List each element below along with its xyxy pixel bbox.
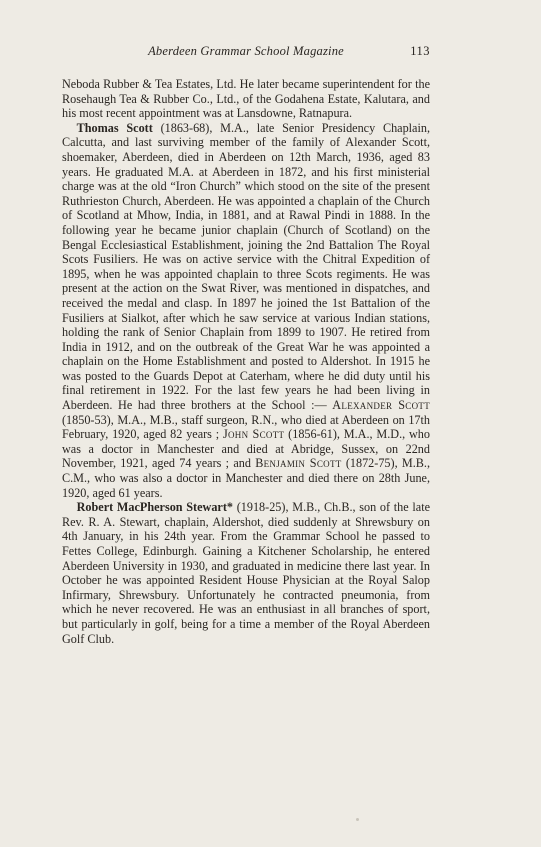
obituary-text: (1850-53), M.A., M.B., staff surgeon, R.N., who died at Aberdeen on 17th February, 1920, aged 82 years ;: [62, 412, 430, 442]
obituary-text: (1872-75), M.B., C.M., who was also a doctor in Manchester and died there on 28th June, 1920, aged 61 years.: [62, 456, 430, 500]
running-title: Aberdeen Grammar School Magazine: [148, 44, 344, 58]
brother-name: John Scott: [222, 427, 285, 442]
page-body: [62, 77, 430, 646]
brother-name: Benjamin Scott: [255, 456, 342, 471]
obituary-text: (1856-61), M.A., M.D., who was a doctor in Manchester and died at Abridge, Sussex, on 22nd November, 1921, aged 74 years ; and: [62, 427, 430, 471]
paper-speck: [356, 818, 359, 821]
obituary-thomas-scott: [62, 121, 430, 500]
obituary-robert-stewart: [62, 500, 430, 646]
brother-name: Alexander Scott: [332, 398, 430, 413]
obituary-name: Thomas Scott: [76, 120, 153, 135]
paragraph-continuation: Neboda Rubber & Tea Estates, Ltd. He later became superintendent for the Rosehaugh Tea & Rubber Co., Ltd., of the Godahena Estate, Kalutara, and his most recent appointment was at Lansdowne, Ratnapura.: [62, 77, 430, 121]
page-header: [62, 44, 430, 62]
obituary-text: (1863-68), M.A., late Senior Presidency Chaplain, Calcutta, and last surviving member of the family of Alexander Scott, shoemaker, Aberdeen, died in Aberdeen on 12th March, 1936, aged 83 years. He graduated M.A. at Aberdeen in 1872, and his first ministerial charge was at the old “Iron Church” which stood on the site of the present Ruthrieston Church, Aberdeen. He was appointed a chaplain of the Church of Scotland at Mhow, India, in 1881, and at Rawal Pindi in 1888. In the following year he became junior chaplain (Church of Scotland) on the Bengal Ecclesiastical Establishment, joining the 2nd Battalion The Royal Scots Fusiliers. He was on active service with the Chitral Expedition of 1895, when he was appointed chaplain to three Scots regiments. He was present at the action on the Swat River, was mentioned in dispatches, and received the medal and clasp. In 1897 he joined the 1st Battalion of the Fusiliers at Sialkot, after which he saw service at various Indian stations, holding the rank of Senior Chaplain from 1899 to 1907. He retired from India in 1912, and on the outbreak of the Great War he was appointed a chaplain on the Home Establishment and posted to Aldershot. In 1915 he was posted to the Guards Depot at Caterham, where he did duty until his final retirement in 1922. For the last few years he had been living in Aberdeen. He had three brothers at the School :—: [62, 120, 430, 413]
page-number: 113: [410, 44, 430, 58]
obituary-name: Robert MacPherson Stewart*: [76, 500, 233, 515]
obituary-text: (1918-25), M.B., Ch.B., son of the late Rev. R. A. Stewart, chaplain, Aldershot, died suddenly at Shrewsbury on 4th January, in his 24th year. From the Grammar School he passed to Fettes College, Edinburgh. Gaining a Kitchener Scholarship, he entered Aberdeen University in 1930, and graduated in medicine there last year. In October he was appointed Resident House Physician at the Royal Salop Infirmary, Shrewsbury. Unfortunately he contracted pneumonia, from which he never recovered. He was an enthusiast in all branches of sport, but particularly in golf, being for a time a member of the Royal Aberdeen Golf Club.: [62, 500, 431, 646]
